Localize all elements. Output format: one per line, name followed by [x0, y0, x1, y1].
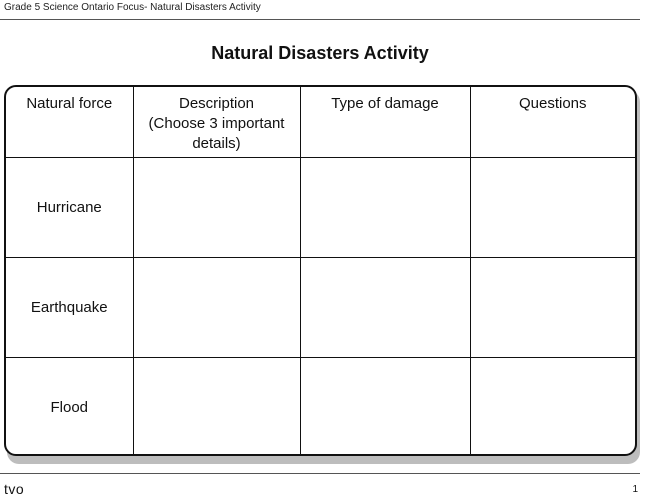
- column-header-type-of-damage: [300, 87, 470, 157]
- table-header-row: [6, 87, 635, 157]
- force-cell-hurricane: Hurricane: [6, 157, 133, 257]
- questions-cell[interactable]: [470, 357, 635, 456]
- force-cell-earthquake: Earthquake: [6, 257, 133, 357]
- table-row: [6, 157, 635, 257]
- column-header-label: Type of damage: [331, 95, 439, 112]
- activity-table-frame: [4, 85, 637, 456]
- column-header-questions: [470, 87, 635, 157]
- page-title: Natural Disasters Activity: [211, 43, 429, 63]
- tvo-logo: tvo: [4, 481, 25, 497]
- header-divider: [0, 19, 640, 20]
- damage-cell[interactable]: [300, 157, 470, 257]
- force-cell-flood: Flood: [6, 357, 133, 456]
- damage-cell[interactable]: [300, 357, 470, 456]
- activity-table: [6, 87, 635, 456]
- description-cell[interactable]: [133, 357, 300, 456]
- column-header-natural-force: [6, 87, 133, 157]
- column-header-label: Natural force: [26, 95, 113, 112]
- damage-cell[interactable]: [300, 257, 470, 357]
- column-header-subtitle: (Choose 3 important details): [148, 115, 285, 152]
- questions-cell[interactable]: [470, 157, 635, 257]
- table-row: [6, 257, 635, 357]
- column-header-label: Description: [178, 95, 255, 112]
- description-cell[interactable]: [133, 157, 300, 257]
- footer-divider: [0, 473, 640, 474]
- column-header-description: [133, 87, 300, 157]
- description-cell[interactable]: [133, 257, 300, 357]
- header-course-text: Grade 5 Science Ontario Focus- Natural Disasters Activity: [4, 2, 261, 13]
- questions-cell[interactable]: [470, 257, 635, 357]
- page-number: 1: [632, 484, 638, 495]
- table-row: [6, 357, 635, 456]
- column-header-label: Questions: [518, 95, 587, 112]
